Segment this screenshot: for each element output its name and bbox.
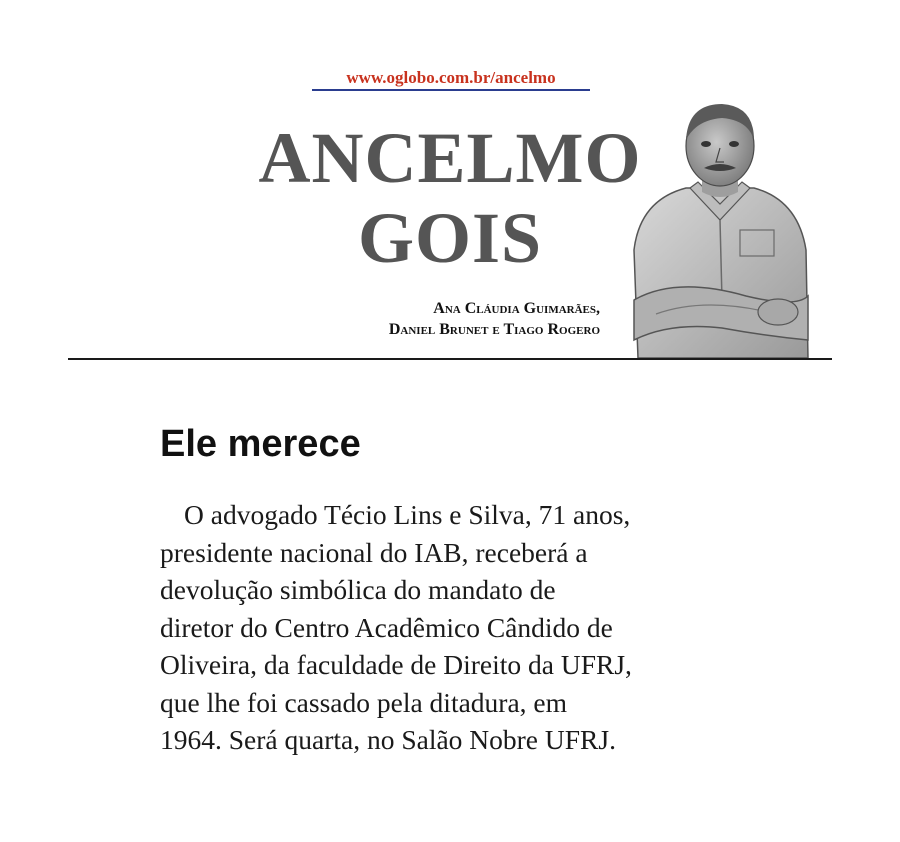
byline-line-2: Daniel Brunet e Tiago Rogero — [388, 321, 600, 338]
byline-line-1: Ana Cláudia Guimarães, — [433, 300, 600, 317]
article-body-line: Oliveira, da faculdade de Direito da UFRJ, — [160, 649, 632, 680]
masthead-title-line-1: ANCELMO — [258, 118, 642, 198]
header-divider-rule — [68, 358, 832, 360]
masthead-title-line-2: GOIS — [357, 198, 543, 278]
column-url-link[interactable]: www.oglobo.com.br/ancelmo — [312, 68, 590, 91]
article-body-line: O advogado Técio Lins e Silva, 71 anos, — [184, 499, 631, 530]
article-body — [160, 496, 760, 759]
article-body-line: 1964. Será quarta, no Salão Nobre UFRJ. — [160, 724, 616, 755]
article-body-line: diretor do Centro Acadêmico Cândido de — [160, 611, 613, 643]
article-headline: Ele merece — [160, 423, 361, 465]
article-body-line: que lhe foi cassado pela ditadura, em — [160, 686, 567, 718]
columnist-portrait — [626, 100, 814, 358]
article-body-line: devolução simbólica do mandato de — [160, 574, 556, 605]
column-masthead-title — [232, 118, 668, 278]
column-byline — [300, 298, 600, 340]
article-body-line: presidente nacional do IAB, receberá a — [160, 536, 588, 568]
